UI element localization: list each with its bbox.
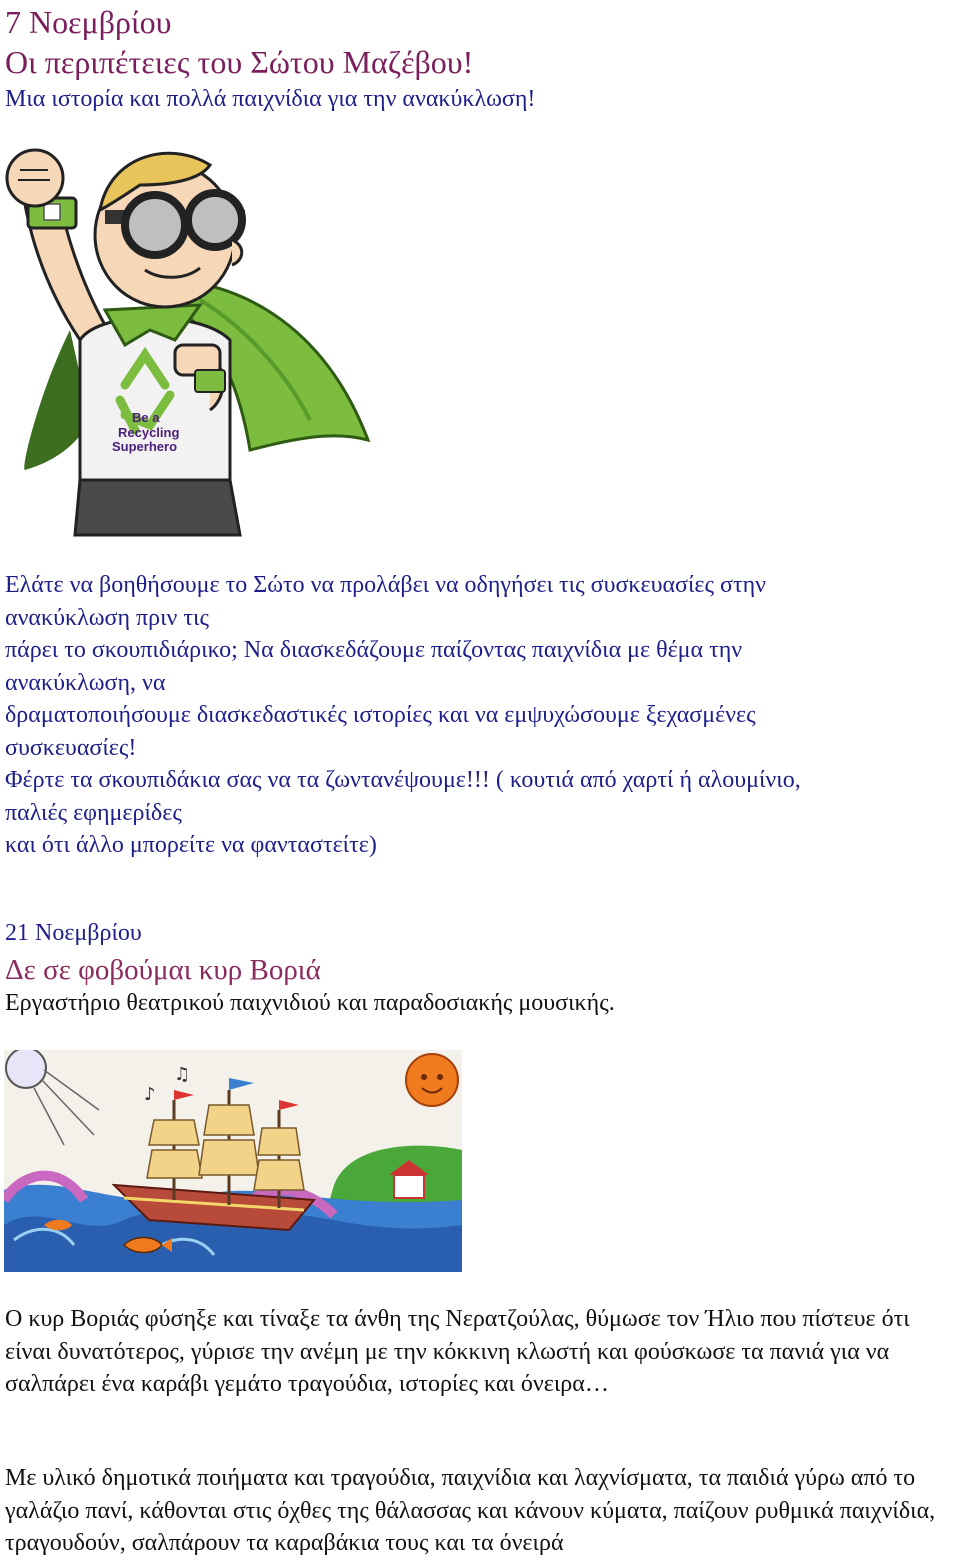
shirt-text-line1: Be a (132, 410, 160, 425)
event1-line-7: Φέρτε τα σκουπιδάκια σας να τα ζωντανέψουμε!!! ( κουτιά από χαρτί ή αλουμίνιο, (5, 767, 801, 793)
svg-text:♫: ♫ (174, 1064, 191, 1085)
event2-subtitle: Εργαστήριο θεατρικού παιχνιδιού και παραδοσιακής μουσικής. (5, 990, 615, 1016)
event2-paragraph-1: Ο κυρ Βοριάς φύσηξε και τίναξε τα άνθη της Νερατζούλας, θύμωσε τον Ήλιο που πίστευε ότι είναι δυνατότερος, γύρισε την ανέμη με την κόκκινη κλωστή και φούσκωσε τα πανιά για να σαλπάρει ένα καράβι γεμάτο τραγούδια, ιστορίες και όνειρα… (5, 1306, 910, 1397)
event1-title: Οι περιπέτειες του Σώτου Μαζέβου! (5, 44, 474, 80)
event1-line-8: παλιές εφημερίδες (5, 800, 182, 826)
event2-title: Δε σε φοβούμαι κυρ Βοριά (5, 954, 321, 986)
event1-line-5: δραματοποιήσουμε διασκεδαστικές ιστορίες και να εμψυχώσουμε ξεχασμένες (5, 702, 756, 728)
shirt-text-line2: Recycling (118, 425, 180, 440)
event2-date: 21 Νοεμβρίου (5, 920, 142, 946)
recycling-superhero-illustration (0, 140, 375, 540)
event1-line-9: και ότι άλλο μπορείτε να φανταστείτε) (5, 832, 377, 858)
event1-line-4: ανακύκλωση, να (5, 670, 166, 696)
event1-date: 7 Νοεμβρίου (5, 4, 172, 40)
ship-drawing-illustration (4, 1050, 462, 1272)
event1-line-6: συσκευασίες! (5, 735, 137, 761)
shirt-text-line3: Superhero (112, 439, 178, 454)
event1-subtitle: Μια ιστορία και πολλά παιχνίδια για την ανακύκλωση! (5, 86, 536, 112)
svg-text:♪: ♪ (144, 1084, 156, 1105)
event1-line-1: Ελάτε να βοηθήσουμε το Σώτο να προλάβει να οδηγήσει τις συσκευασίες στην (5, 572, 766, 598)
event1-line-3: πάρει το σκουπιδιάρικο; Να διασκεδάζουμε παίζοντας παιχνίδια με θέμα την (5, 637, 743, 663)
event2-paragraph-2: Με υλικό δημοτικά ποιήματα και τραγούδια, παιχνίδια και λαχνίσματα, τα παιδιά γύρω από το γαλάζιο πανί, κάθονται στις όχθες της θάλασσας και κάνουν κύματα, παίζουν ρυθμικά παιχνίδια, τραγουδούν, σαλπάρουν τα καραβάκια τους και τα όνειρά (5, 1465, 936, 1556)
event1-line-2: ανακύκλωση πριν τις (5, 605, 209, 631)
